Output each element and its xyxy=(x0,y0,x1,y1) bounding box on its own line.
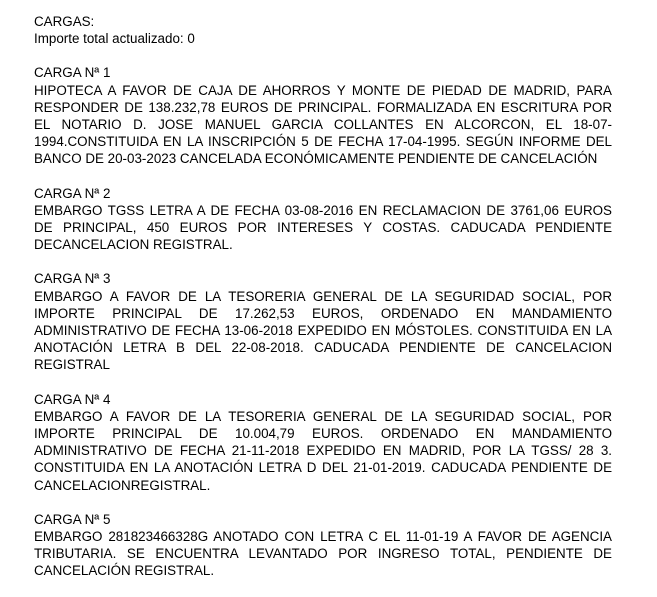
carga-block-3 xyxy=(34,270,612,373)
carga-title: CARGA Nª 4 xyxy=(34,391,111,407)
carga-block-4 xyxy=(34,391,612,494)
total-amount-line: Importe total actualizado: 0 xyxy=(34,31,195,47)
carga-description: HIPOTECA A FAVOR DE CAJA DE AHORROS Y MONTE DE PIEDAD DE MADRID, PARA RESPONDER DE 138.232,78 EUROS DE PRINCIPAL. FORMALIZADA EN ESCRITURA POR EL NOTARIO D. JOSE MANUEL GARCIA COLLANTES EN ALCORCON, EL 18-07-1994.CONSTITUIDA EN LA INSCRIPCIÓN 5 DE FECHA 17-04-1995. SEGÚN INFORME DEL BANCO DE 20-03-2023 CANCELADA ECONÓMICAMENTE PENDIENTE DE CANCELACIÓN xyxy=(34,82,612,167)
cargas-heading: CARGAS: xyxy=(34,14,95,29)
carga-block-1 xyxy=(34,64,612,167)
carga-description: EMBARGO 281823466328G ANOTADO CON LETRA C EL 11-01-19 A FAVOR DE AGENCIA TRIBUTARIA. SE ENCUENTRA LEVANTADO POR INGRESO TOTAL, PENDIENTE DE CANCELACIÓN REGISTRAL. xyxy=(34,529,612,579)
carga-block-5 xyxy=(34,511,612,580)
carga-description: EMBARGO TGSS LETRA A DE FECHA 03-08-2016 EN RECLAMACION DE 3761,06 EUROS DE PRINCIPAL, 450 EUROS POR INTERESES Y COSTAS. CADUCADA PENDIENTE DECANCELACION REGISTRAL. xyxy=(34,202,612,253)
carga-title: CARGA Nª 5 xyxy=(34,511,111,527)
carga-description: EMBARGO A FAVOR DE LA TESORERIA GENERAL DE LA SEGURIDAD SOCIAL, POR IMPORTE PRINCIPAL DE 10.004,79 EUROS. ORDENADO EN MANDAMIENTO ADMINISTRATIVO DE FECHA 21-11-2018 EXPEDIDO EN MADRID, POR LA TGSS/ 28 3. CONSTITUIDA EN LA ANOTACIÓN LETRA D DEL 21-01-2019. CADUCADA PENDIENTE DE CANCELACIONREGISTRAL. xyxy=(34,408,612,493)
carga-title: CARGA Nª 3 xyxy=(34,271,111,287)
carga-block-2 xyxy=(34,185,612,254)
carga-title: CARGA Nª 1 xyxy=(34,65,111,81)
carga-title: CARGA Nª 2 xyxy=(34,185,111,201)
carga-description: EMBARGO A FAVOR DE LA TESORERIA GENERAL DE LA SEGURIDAD SOCIAL, POR IMPORTE PRINCIPAL DE 17.262,53 EUROS, ORDENADO EN MANDAMIENTO ADMINISTRATIVO DE FECHA 13-06-2018 EXPEDIDO EN MÓSTOLES. CONSTITUIDA EN LA ANOTACIÓN LETRA B DEL 22-08-2018. CADUCADA PENDIENTE DE CANCELACION REGISTRAL xyxy=(34,288,612,373)
